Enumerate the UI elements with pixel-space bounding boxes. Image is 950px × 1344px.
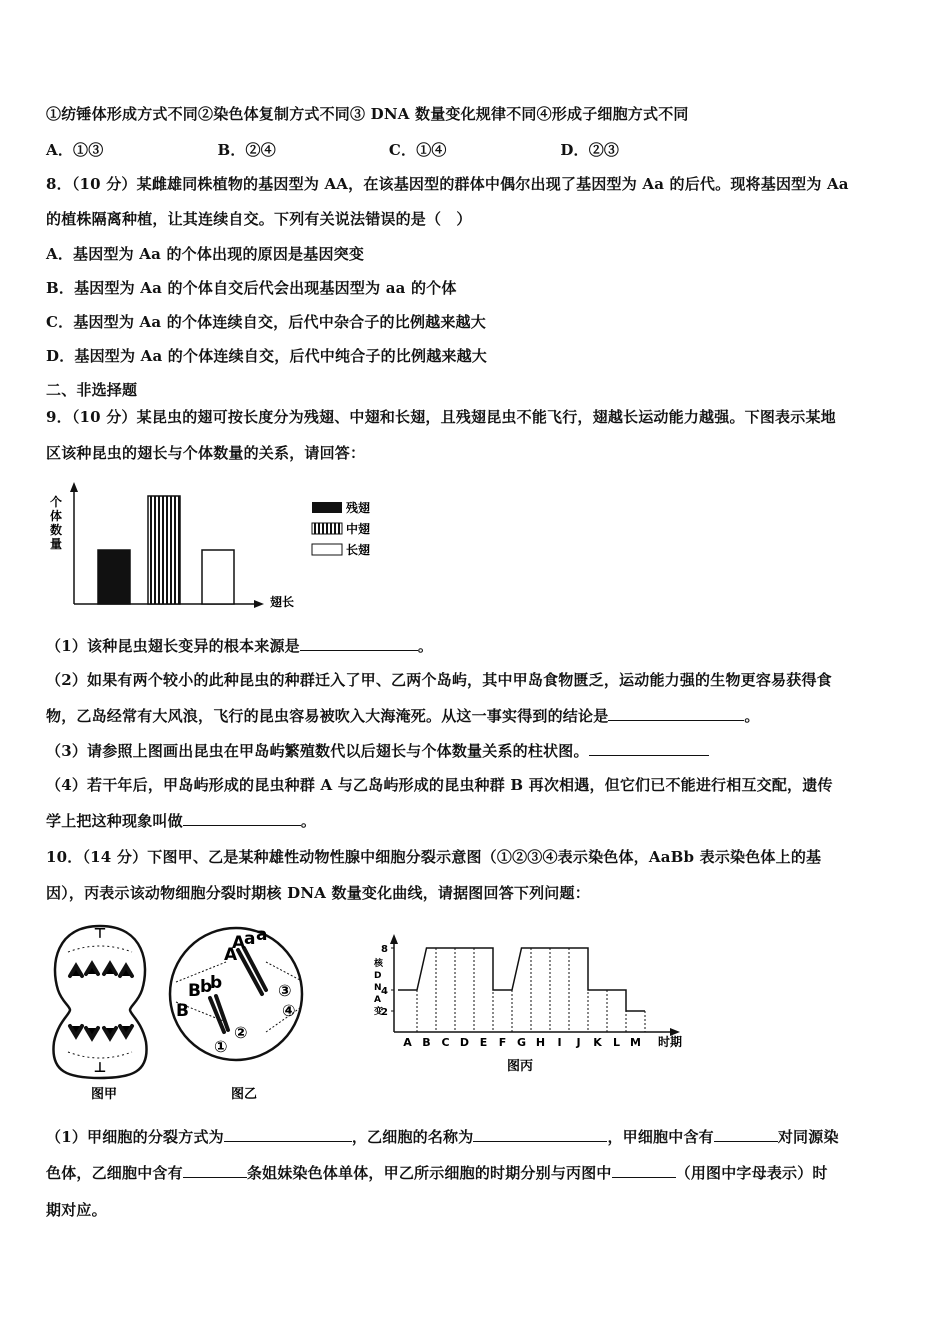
y-axis-label-2: 体: [50, 509, 63, 523]
dna-y-axis-arrow: [390, 934, 398, 944]
svg-text:⊥: ⊥: [93, 1060, 107, 1076]
chromosome-label-3: ③: [278, 981, 292, 1000]
chromosome-label-4: ④: [282, 1001, 296, 1020]
dna-x-tick-F: F: [498, 1036, 507, 1049]
wing-length-bar-chart: [50, 480, 390, 615]
dna-content-chart: [358, 932, 698, 1082]
dna-y-label-5: 变: [374, 1007, 384, 1017]
q9-sub1: [46, 635, 433, 656]
legend-label-vestigial: 残翅: [346, 501, 371, 515]
dna-y-tick-4: 4: [381, 986, 388, 997]
answer-blank-q9-2[interactable]: [608, 706, 744, 721]
y-axis-arrow: [70, 482, 78, 492]
legend-swatch-medium: [312, 523, 342, 534]
legend-swatch-vestigial: [312, 502, 342, 513]
q8-option-b[interactable]: B．基因型为 Aa 的个体自交后代会出现基因型为 aa 的个体: [46, 279, 457, 297]
section-heading: 二、非选择题: [46, 381, 138, 399]
svg-text:⊤: ⊤: [93, 926, 107, 942]
chromosome-label-2: ②: [234, 1023, 248, 1042]
answer-blank-q10-3[interactable]: [714, 1127, 778, 1142]
answer-blank-q10-5[interactable]: [612, 1163, 676, 1178]
dna-x-tick-G: G: [516, 1036, 527, 1049]
dna-x-tick-B: B: [422, 1036, 431, 1049]
q9-sub4-line2: [46, 810, 316, 831]
q9-sub2-line2: [46, 705, 760, 726]
dna-x-tick-K: K: [593, 1036, 602, 1049]
cell-membrane: [53, 926, 146, 1078]
dna-series-line: [398, 948, 645, 1011]
bar-vestigial-wing: [98, 550, 130, 604]
answer-blank-q10-1[interactable]: [224, 1127, 352, 1142]
q9-stem-line2: 区该种昆虫的翅长与个体数量的关系，请回答：: [46, 444, 366, 462]
figure-bing-caption: 图丙: [506, 1059, 534, 1074]
gene-label-A1: A: [224, 945, 238, 965]
q7-options: [46, 139, 619, 160]
gene-label-a2: a: [256, 925, 268, 945]
q10-sub1-line1: [46, 1126, 839, 1147]
q8-option-d[interactable]: D．基因型为 Aa 的个体连续自交，后代中纯合子的比例越来越大: [46, 347, 488, 365]
dna-x-tick-J: J: [576, 1036, 581, 1049]
gene-label-b1: b: [200, 977, 213, 997]
dna-x-tick-L: L: [612, 1036, 621, 1049]
q7-option-a[interactable]: A．①③: [46, 141, 104, 159]
x-axis-arrow: [254, 600, 264, 608]
y-axis-label-1: 个: [50, 495, 63, 509]
q10-sub1-text-2: ，乙细胞的名称为: [351, 1128, 474, 1146]
figure-jia-cell: [46, 922, 156, 1102]
answer-blank-q9-1[interactable]: [300, 636, 418, 651]
q10-stem-line2: 因），丙表示该动物细胞分裂时期核 DNA 数量变化曲线，请据图回答下列问题：: [46, 884, 590, 902]
q7-option-c[interactable]: C．①④: [388, 141, 447, 159]
q9-stem-line1: 9．（10 分）某昆虫的翅可按长度分为残翅、中翅和长翅，且残翅昆虫不能飞行，翅越长运动能力越强。下图表示某地: [46, 408, 836, 426]
q8-option-a[interactable]: A．基因型为 Aa 的个体出现的原因是基因突变: [46, 245, 365, 263]
dna-x-tick-E: E: [479, 1036, 488, 1049]
q9-sub3-text: （3）请参照上图画出昆虫在甲岛屿繁殖数代以后翅长与个体数量关系的柱状图。: [46, 742, 589, 760]
q8-option-c[interactable]: C．基因型为 Aa 的个体连续自交，后代中杂合子的比例越来越大: [46, 313, 486, 331]
gene-label-B2: B: [176, 1001, 189, 1021]
dna-y-tick-8: 8: [381, 944, 388, 955]
y-axis-label-3: 数: [50, 523, 63, 537]
q10-stem-line1: 10．（14 分）下图甲、乙是某种雄性动物性腺中细胞分裂示意图（①②③④表示染色体，AaBb 表示染色体上的基: [46, 848, 822, 866]
q9-sub1-text: （1）该种昆虫翅长变异的根本来源是: [46, 637, 300, 655]
dna-x-tick-A: A: [403, 1036, 412, 1049]
dna-y-label-2: D: [374, 971, 382, 981]
dna-y-label-1: 核: [374, 959, 384, 969]
answer-blank-q9-4[interactable]: [183, 811, 301, 826]
q9-sub2-text: 物，乙岛经常有大风浪，飞行的昆虫容易被吹入大海淹死。从这一事实得到的结论是: [46, 707, 609, 725]
q9-sub4-period: 。: [300, 812, 317, 830]
bar-long-wing: [202, 550, 234, 604]
q9-sub2-line1: （2）如果有两个较小的此种昆虫的种群迁入了甲、乙两个岛屿，其中甲岛食物匮乏，运动能力强的生物更容易获得食: [46, 671, 832, 689]
q10-sub1-text-5: 色体，乙细胞中含有: [46, 1164, 183, 1182]
x-axis-label: 翅长: [270, 595, 295, 609]
q9-sub1-period: 。: [417, 637, 434, 655]
dna-x-tick-C: C: [441, 1036, 450, 1049]
answer-blank-q10-2[interactable]: [473, 1127, 607, 1142]
legend-swatch-long: [312, 544, 342, 555]
q9-sub4-text: 学上把这种现象叫做: [46, 812, 183, 830]
q8-stem-line1: 8．（10 分）某雌雄同株植物的基因型为 AA，在该基因型的群体中偶尔出现了基因型为 Aa 的后代。现将基因型为 Aa: [46, 175, 849, 193]
chart-legend: [312, 500, 370, 557]
q10-sub1-line2: [46, 1162, 828, 1183]
dna-x-tick-I: I: [557, 1036, 562, 1049]
dna-y-label-4: A: [374, 995, 381, 1005]
q10-sub1-text-6: 条姐妹染色体单体，甲乙所示细胞的时期分别与丙图中: [246, 1164, 612, 1182]
dna-y-tick-2: 2: [381, 1007, 388, 1018]
chromosome-label-1: ①: [214, 1037, 228, 1056]
q7-option-d[interactable]: D．②③: [560, 141, 620, 159]
q10-sub1-line3: 期对应。: [46, 1201, 107, 1219]
figure-jia-caption: 图甲: [90, 1087, 118, 1102]
y-axis-label-4: 量: [50, 537, 63, 551]
dna-x-tick-D: D: [459, 1036, 470, 1049]
q7-option-b[interactable]: B．②④: [217, 141, 276, 159]
legend-label-medium: 中翅: [346, 522, 371, 536]
q10-sub1-text-3: ，甲细胞中含有: [607, 1128, 714, 1146]
answer-blank-q9-3[interactable]: [589, 741, 709, 756]
dna-x-tick-H: H: [535, 1036, 546, 1049]
q10-sub1-text-4: 对同源染: [777, 1128, 839, 1146]
q8-stem-line2: 的植株隔离种植，让其连续自交。下列有关说法错误的是（ ）: [46, 210, 472, 228]
dna-x-axis-label: 时期: [658, 1035, 683, 1049]
q9-sub4-line1: （4）若干年后，甲岛屿形成的昆虫种群 A 与乙岛屿形成的昆虫种群 B 再次相遇，但它们已不能进行相互交配，遗传: [46, 776, 833, 794]
q9-sub3: [46, 740, 709, 761]
figure-yi-cell: [166, 922, 316, 1102]
dna-y-label-3: N: [374, 983, 382, 993]
bar-medium-wing: [148, 496, 180, 604]
q7-statement: ①纺锤体形成方式不同②染色体复制方式不同③ DNA 数量变化规律不同④形成子细胞方式不同: [46, 105, 689, 123]
answer-blank-q10-4[interactable]: [183, 1163, 247, 1178]
q9-sub2-period: 。: [744, 707, 760, 725]
legend-label-long: 长翅: [346, 543, 371, 557]
gene-label-B1: B: [188, 981, 201, 1001]
figure-yi-caption: 图乙: [230, 1087, 258, 1102]
gene-label-A2: A: [232, 933, 246, 953]
q10-sub1-text-7: （用图中字母表示）时: [675, 1164, 828, 1182]
q10-sub1-text-1: （1）甲细胞的分裂方式为: [46, 1128, 224, 1146]
gene-label-a1: a: [244, 929, 256, 949]
gene-label-b2: b: [210, 973, 223, 993]
dna-x-tick-M: M: [630, 1036, 641, 1049]
